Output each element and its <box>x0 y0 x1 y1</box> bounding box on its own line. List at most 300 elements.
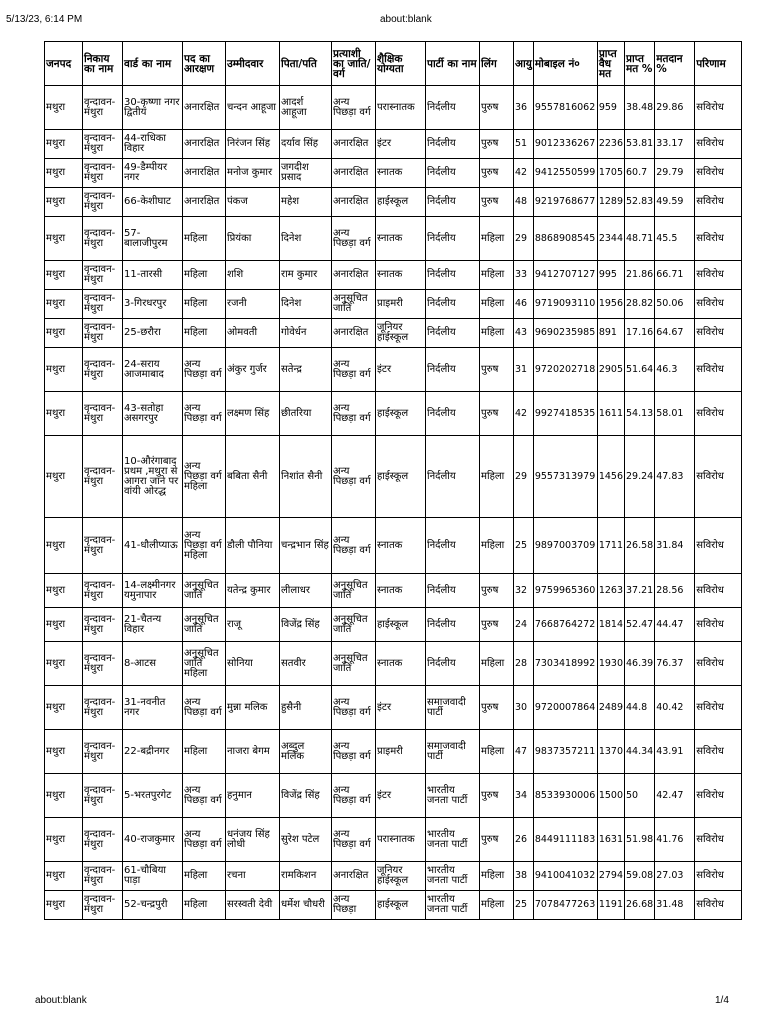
cell-father-husband: अब्दुल मलिक <box>280 730 332 774</box>
cell-age: 25 <box>514 518 534 574</box>
cell-ward-name: 24-सराय आजमाबाद <box>123 348 183 392</box>
cell-father-husband: विजेंद्र सिंह <box>280 774 332 818</box>
cell-father-husband: सतवीर <box>280 642 332 686</box>
cell-party: निर्दलीय <box>426 319 480 348</box>
cell-party: निर्दलीय <box>426 608 480 642</box>
cell-result: सविरोध <box>695 261 742 290</box>
cell-votes-pct: 59.08 <box>625 862 655 891</box>
cell-turnout-pct: 43.91 <box>655 730 695 774</box>
cell-age: 33 <box>514 261 534 290</box>
cell-body-name: वृन्दावन-मथुरा <box>83 290 123 319</box>
cell-result: सविरोध <box>695 642 742 686</box>
header-candidate: उम्मीदवार <box>226 42 280 86</box>
print-page-number: 1/4 <box>715 995 729 1006</box>
cell-candidate: यतेन्द्र कुमार <box>226 574 280 608</box>
cell-body-name: वृन्दावन-मथुरा <box>83 642 123 686</box>
cell-education: प्राइमरी <box>376 730 426 774</box>
cell-candidate: ओमवती <box>226 319 280 348</box>
cell-party: निर्दलीय <box>426 392 480 436</box>
cell-body-name: वृन्दावन-मथुरा <box>83 392 123 436</box>
cell-turnout-pct: 58.01 <box>655 392 695 436</box>
cell-body-name: वृन्दावन-मथुरा <box>83 818 123 862</box>
cell-valid-votes: 1289 <box>597 188 624 217</box>
cell-caste-category: अन्य पिछड़ा वर्ग <box>332 436 376 518</box>
cell-ward-name: 49-डैम्पीयर नगर <box>123 159 183 188</box>
header-age: आयु <box>514 42 534 86</box>
cell-gender: महिला <box>480 518 514 574</box>
cell-votes-pct: 38.48 <box>625 86 655 130</box>
cell-district: मथुरा <box>45 261 83 290</box>
cell-party: निर्दलीय <box>426 348 480 392</box>
cell-father-husband: राम कुमार <box>280 261 332 290</box>
cell-valid-votes: 2236 <box>597 130 624 159</box>
cell-age: 26 <box>514 818 534 862</box>
cell-party: निर्दलीय <box>426 159 480 188</box>
cell-gender: पुरुष <box>480 86 514 130</box>
table-row <box>45 290 742 319</box>
print-datetime: 5/13/23, 6:14 PM <box>6 14 83 25</box>
cell-result: सविरोध <box>695 392 742 436</box>
cell-father-husband: आदर्श आहूजा <box>280 86 332 130</box>
cell-district: मथुरा <box>45 730 83 774</box>
cell-body-name: वृन्दावन-मथुरा <box>83 319 123 348</box>
table-row <box>45 319 742 348</box>
cell-mobile: 9837357211 <box>533 730 597 774</box>
cell-caste-category: अन्य पिछड़ा वर्ग <box>332 818 376 862</box>
cell-age: 24 <box>514 608 534 642</box>
cell-votes-pct: 29.24 <box>625 436 655 518</box>
cell-votes-pct: 51.64 <box>625 348 655 392</box>
header-mobile: मोबाइल नं० <box>533 42 597 86</box>
table-row <box>45 608 742 642</box>
cell-body-name: वृन्दावन-मथुरा <box>83 188 123 217</box>
cell-age: 43 <box>514 319 534 348</box>
cell-candidate: रजनी <box>226 290 280 319</box>
cell-gender: पुरुष <box>480 392 514 436</box>
cell-valid-votes: 2794 <box>597 862 624 891</box>
cell-education: स्नातक <box>376 217 426 261</box>
cell-mobile: 9759965360 <box>533 574 597 608</box>
cell-age: 29 <box>514 436 534 518</box>
header-education: शैक्षिक योग्यता <box>376 42 426 86</box>
cell-reservation: अन्य पिछड़ा वर्ग महिला <box>183 518 226 574</box>
cell-votes-pct: 17.16 <box>625 319 655 348</box>
cell-ward-name: 14-लक्ष्मीनगर यमुनापार <box>123 574 183 608</box>
cell-reservation: अन्य पिछड़ा वर्ग <box>183 774 226 818</box>
cell-ward-name: 61-चौबिया पाड़ा <box>123 862 183 891</box>
cell-ward-name: 11-तारसी <box>123 261 183 290</box>
cell-result: सविरोध <box>695 130 742 159</box>
cell-valid-votes: 1930 <box>597 642 624 686</box>
cell-result: सविरोध <box>695 319 742 348</box>
cell-turnout-pct: 47.83 <box>655 436 695 518</box>
cell-body-name: वृन्दावन-मथुरा <box>83 436 123 518</box>
cell-body-name: वृन्दावन-मथुरा <box>83 130 123 159</box>
header-valid-votes: प्राप्त वैध मत <box>597 42 624 86</box>
cell-gender: महिला <box>480 891 514 920</box>
cell-caste-category: अनारक्षित <box>332 130 376 159</box>
cell-body-name: वृन्दावन-मथुरा <box>83 774 123 818</box>
cell-mobile: 9412707127 <box>533 261 597 290</box>
cell-district: मथुरा <box>45 188 83 217</box>
table-row <box>45 217 742 261</box>
cell-reservation: महिला <box>183 891 226 920</box>
cell-age: 46 <box>514 290 534 319</box>
cell-party: निर्दलीय <box>426 261 480 290</box>
cell-turnout-pct: 29.79 <box>655 159 695 188</box>
cell-father-husband: लीलाधर <box>280 574 332 608</box>
cell-caste-category: अन्य पिछड़ा वर्ग <box>332 348 376 392</box>
cell-age: 48 <box>514 188 534 217</box>
cell-education: परास्नातक <box>376 818 426 862</box>
cell-caste-category: अन्य पिछड़ा वर्ग <box>332 730 376 774</box>
cell-father-husband: छीतरिया <box>280 392 332 436</box>
cell-party: निर्दलीय <box>426 518 480 574</box>
cell-turnout-pct: 31.48 <box>655 891 695 920</box>
cell-turnout-pct: 50.06 <box>655 290 695 319</box>
cell-father-husband: विजेंद्र सिंह <box>280 608 332 642</box>
cell-votes-pct: 37.21 <box>625 574 655 608</box>
cell-valid-votes: 1956 <box>597 290 624 319</box>
cell-mobile: 8449111183 <box>533 818 597 862</box>
cell-gender: पुरुष <box>480 159 514 188</box>
cell-district: मथुरा <box>45 574 83 608</box>
cell-age: 36 <box>514 86 534 130</box>
print-footer-url: about:blank <box>35 995 87 1006</box>
cell-valid-votes: 1456 <box>597 436 624 518</box>
header-gender: लिंग <box>480 42 514 86</box>
cell-turnout-pct: 27.03 <box>655 862 695 891</box>
cell-turnout-pct: 49.59 <box>655 188 695 217</box>
cell-valid-votes: 995 <box>597 261 624 290</box>
table-row <box>45 642 742 686</box>
cell-district: मथुरा <box>45 159 83 188</box>
cell-caste-category: अन्य पिछड़ा वर्ग <box>332 86 376 130</box>
cell-caste-category: अन्य पिछड़ा वर्ग <box>332 217 376 261</box>
cell-valid-votes: 1611 <box>597 392 624 436</box>
cell-candidate: सरस्वती देवी <box>226 891 280 920</box>
cell-party: समाजवादी पार्टी <box>426 686 480 730</box>
cell-valid-votes: 2344 <box>597 217 624 261</box>
cell-candidate: चन्दन आहूजा <box>226 86 280 130</box>
cell-education: प्राइमरी <box>376 290 426 319</box>
cell-gender: महिला <box>480 862 514 891</box>
cell-caste-category: अन्य पिछड़ा <box>332 891 376 920</box>
cell-gender: पुरुष <box>480 774 514 818</box>
cell-mobile: 9410041032 <box>533 862 597 891</box>
cell-party: भारतीय जनता पार्टी <box>426 891 480 920</box>
cell-ward-name: 22-बद्रीनगर <box>123 730 183 774</box>
cell-turnout-pct: 66.71 <box>655 261 695 290</box>
print-page-title: about:blank <box>380 14 432 25</box>
cell-result: सविरोध <box>695 86 742 130</box>
table-row <box>45 686 742 730</box>
table-row <box>45 436 742 518</box>
cell-gender: पुरुष <box>480 188 514 217</box>
cell-body-name: वृन्दावन-मथुरा <box>83 891 123 920</box>
cell-father-husband: हुसैनी <box>280 686 332 730</box>
cell-result: सविरोध <box>695 818 742 862</box>
cell-candidate: रचना <box>226 862 280 891</box>
cell-caste-category: अन्य पिछड़ा वर्ग <box>332 774 376 818</box>
cell-reservation: अन्य पिछड़ा वर्ग महिला <box>183 436 226 518</box>
cell-gender: पुरुष <box>480 574 514 608</box>
cell-district: मथुरा <box>45 436 83 518</box>
cell-age: 25 <box>514 891 534 920</box>
cell-body-name: वृन्दावन-मथुरा <box>83 574 123 608</box>
cell-district: मथुरा <box>45 86 83 130</box>
cell-votes-pct: 51.98 <box>625 818 655 862</box>
results-table <box>44 41 742 920</box>
header-reservation: पद का आरक्षण <box>183 42 226 86</box>
table-row <box>45 188 742 217</box>
table-row <box>45 130 742 159</box>
cell-body-name: वृन्दावन-मथुरा <box>83 86 123 130</box>
cell-ward-name: 25-छरौरा <box>123 319 183 348</box>
cell-mobile: 9719093110 <box>533 290 597 319</box>
cell-turnout-pct: 76.37 <box>655 642 695 686</box>
cell-ward-name: 41-धौलीप्याऊ <box>123 518 183 574</box>
cell-education: जूनियर हाईस्कूल <box>376 862 426 891</box>
cell-gender: महिला <box>480 319 514 348</box>
cell-result: सविरोध <box>695 686 742 730</box>
cell-party: भारतीय जनता पार्टी <box>426 774 480 818</box>
cell-turnout-pct: 44.47 <box>655 608 695 642</box>
cell-education: स्नातक <box>376 159 426 188</box>
cell-result: सविरोध <box>695 574 742 608</box>
cell-father-husband: महेश <box>280 188 332 217</box>
cell-age: 32 <box>514 574 534 608</box>
cell-valid-votes: 1705 <box>597 159 624 188</box>
cell-age: 42 <box>514 392 534 436</box>
cell-valid-votes: 1711 <box>597 518 624 574</box>
cell-votes-pct: 28.82 <box>625 290 655 319</box>
table-body <box>45 86 742 920</box>
cell-votes-pct: 52.47 <box>625 608 655 642</box>
cell-district: मथुरा <box>45 290 83 319</box>
cell-caste-category: अन्य पिछड़ा वर्ग <box>332 518 376 574</box>
cell-candidate: प्रियंका <box>226 217 280 261</box>
cell-turnout-pct: 29.86 <box>655 86 695 130</box>
cell-candidate: हनुमान <box>226 774 280 818</box>
cell-mobile: 9897003709 <box>533 518 597 574</box>
table-row <box>45 518 742 574</box>
cell-ward-name: 8-आटस <box>123 642 183 686</box>
cell-mobile: 9720007864 <box>533 686 597 730</box>
cell-mobile: 7078477263 <box>533 891 597 920</box>
table-row <box>45 159 742 188</box>
cell-turnout-pct: 33.17 <box>655 130 695 159</box>
cell-education: स्नातक <box>376 642 426 686</box>
cell-ward-name: 66-केशीघाट <box>123 188 183 217</box>
cell-district: मथुरा <box>45 392 83 436</box>
cell-father-husband: धर्मेश चौधरी <box>280 891 332 920</box>
cell-turnout-pct: 40.42 <box>655 686 695 730</box>
cell-caste-category: अनारक्षित <box>332 862 376 891</box>
cell-reservation: अनारक्षित <box>183 188 226 217</box>
cell-age: 38 <box>514 862 534 891</box>
header-district: जनपद <box>45 42 83 86</box>
cell-district: मथुरा <box>45 818 83 862</box>
cell-reservation: अनारक्षित <box>183 159 226 188</box>
cell-reservation: अनुसूचित जाति <box>183 608 226 642</box>
cell-caste-category: अन्य पिछड़ा वर्ग <box>332 686 376 730</box>
cell-caste-category: अनुसूचित जाति <box>332 574 376 608</box>
cell-candidate: धनंजय सिंह लोधी <box>226 818 280 862</box>
cell-gender: महिला <box>480 261 514 290</box>
cell-party: निर्दलीय <box>426 290 480 319</box>
cell-gender: पुरुष <box>480 348 514 392</box>
cell-caste-category: अनारक्षित <box>332 261 376 290</box>
table-row <box>45 86 742 130</box>
cell-caste-category: अनुसूचित जाति <box>332 608 376 642</box>
cell-valid-votes: 891 <box>597 319 624 348</box>
cell-valid-votes: 2489 <box>597 686 624 730</box>
table-row <box>45 730 742 774</box>
header-body-name: निकाय का नाम <box>83 42 123 86</box>
cell-reservation: अन्य पिछड़ा वर्ग <box>183 392 226 436</box>
cell-education: परास्नातक <box>376 86 426 130</box>
cell-valid-votes: 959 <box>597 86 624 130</box>
cell-candidate: मुन्ना मलिक <box>226 686 280 730</box>
cell-caste-category: अनारक्षित <box>332 319 376 348</box>
cell-candidate: बबिता सैनी <box>226 436 280 518</box>
table-row <box>45 261 742 290</box>
cell-turnout-pct: 42.47 <box>655 774 695 818</box>
cell-valid-votes: 1814 <box>597 608 624 642</box>
cell-valid-votes: 1370 <box>597 730 624 774</box>
cell-result: सविरोध <box>695 862 742 891</box>
table-row <box>45 862 742 891</box>
cell-valid-votes: 1263 <box>597 574 624 608</box>
cell-mobile: 9690235985 <box>533 319 597 348</box>
cell-turnout-pct: 46.3 <box>655 348 695 392</box>
cell-gender: महिला <box>480 730 514 774</box>
cell-education: हाईस्कूल <box>376 436 426 518</box>
cell-ward-name: 3-गिरधरपुर <box>123 290 183 319</box>
cell-age: 51 <box>514 130 534 159</box>
cell-mobile: 9557313979 <box>533 436 597 518</box>
cell-ward-name: 43-सतोहा असगरपुर <box>123 392 183 436</box>
cell-result: सविरोध <box>695 188 742 217</box>
cell-education: हाईस्कूल <box>376 392 426 436</box>
cell-education: स्नातक <box>376 261 426 290</box>
cell-votes-pct: 26.58 <box>625 518 655 574</box>
table-row <box>45 574 742 608</box>
cell-result: सविरोध <box>695 774 742 818</box>
cell-party: निर्दलीय <box>426 574 480 608</box>
cell-votes-pct: 52.83 <box>625 188 655 217</box>
cell-education: जूनियर हाईस्कूल <box>376 319 426 348</box>
cell-result: सविरोध <box>695 159 742 188</box>
cell-body-name: वृन्दावन-मथुरा <box>83 686 123 730</box>
cell-reservation: महिला <box>183 217 226 261</box>
cell-body-name: वृन्दावन-मथुरा <box>83 730 123 774</box>
cell-mobile: 9557816062 <box>533 86 597 130</box>
cell-education: स्नातक <box>376 518 426 574</box>
cell-gender: महिला <box>480 290 514 319</box>
cell-body-name: वृन्दावन-मथुरा <box>83 159 123 188</box>
cell-body-name: वृन्दावन-मथुरा <box>83 608 123 642</box>
cell-reservation: अनुसूचित जाति <box>183 574 226 608</box>
cell-reservation: महिला <box>183 290 226 319</box>
cell-party: भारतीय जनता पार्टी <box>426 818 480 862</box>
table-row <box>45 774 742 818</box>
cell-reservation: अन्य पिछड़ा वर्ग <box>183 818 226 862</box>
cell-body-name: वृन्दावन-मथुरा <box>83 348 123 392</box>
cell-candidate: डौली पौनिया <box>226 518 280 574</box>
cell-reservation: अनारक्षित <box>183 130 226 159</box>
table-row <box>45 348 742 392</box>
cell-ward-name: 57-बालाजीपुरम <box>123 217 183 261</box>
cell-result: सविरोध <box>695 348 742 392</box>
cell-education: इंटर <box>376 348 426 392</box>
cell-education: इंटर <box>376 686 426 730</box>
cell-candidate: शशि <box>226 261 280 290</box>
cell-valid-votes: 1500 <box>597 774 624 818</box>
cell-candidate: नाजरा बेगम <box>226 730 280 774</box>
cell-candidate: अंकुर गुर्जर <box>226 348 280 392</box>
cell-ward-name: 52-चन्द्रपुरी <box>123 891 183 920</box>
cell-candidate: सोनिया <box>226 642 280 686</box>
cell-party: निर्दलीय <box>426 130 480 159</box>
cell-gender: महिला <box>480 642 514 686</box>
cell-ward-name: 5-भरतपुरगेट <box>123 774 183 818</box>
cell-votes-pct: 44.34 <box>625 730 655 774</box>
cell-caste-category: अनुसूचित जाति <box>332 642 376 686</box>
cell-mobile: 9927418535 <box>533 392 597 436</box>
cell-age: 30 <box>514 686 534 730</box>
cell-father-husband: सतेन्द्र <box>280 348 332 392</box>
cell-party: निर्दलीय <box>426 642 480 686</box>
header-votes-pct: प्राप्त मत % <box>625 42 655 86</box>
cell-party: निर्दलीय <box>426 217 480 261</box>
cell-district: मथुरा <box>45 642 83 686</box>
cell-age: 34 <box>514 774 534 818</box>
cell-votes-pct: 50 <box>625 774 655 818</box>
cell-valid-votes: 1191 <box>597 891 624 920</box>
cell-ward-name: 44-राधिका विहार <box>123 130 183 159</box>
cell-reservation: अन्य पिछड़ा वर्ग <box>183 686 226 730</box>
cell-votes-pct: 54.13 <box>625 392 655 436</box>
cell-caste-category: अन्य पिछड़ा वर्ग <box>332 392 376 436</box>
cell-father-husband: निशांत सैनी <box>280 436 332 518</box>
cell-party: निर्दलीय <box>426 436 480 518</box>
table-row <box>45 891 742 920</box>
cell-turnout-pct: 64.67 <box>655 319 695 348</box>
cell-mobile: 7303418992 <box>533 642 597 686</box>
cell-turnout-pct: 45.5 <box>655 217 695 261</box>
header-father-husband: पिता/पति <box>280 42 332 86</box>
cell-votes-pct: 21.86 <box>625 261 655 290</box>
cell-age: 47 <box>514 730 534 774</box>
header-turnout-pct: मतदान % <box>655 42 695 86</box>
cell-candidate: निरंजन सिंह <box>226 130 280 159</box>
cell-father-husband: सुरेश पटेल <box>280 818 332 862</box>
cell-district: मथुरा <box>45 891 83 920</box>
cell-reservation: अन्य पिछड़ा वर्ग <box>183 348 226 392</box>
cell-caste-category: अनारक्षित <box>332 188 376 217</box>
cell-mobile: 7668764272 <box>533 608 597 642</box>
cell-result: सविरोध <box>695 730 742 774</box>
cell-result: सविरोध <box>695 217 742 261</box>
cell-reservation: अनुसूचित जाति महिला <box>183 642 226 686</box>
cell-gender: पुरुष <box>480 130 514 159</box>
cell-gender: महिला <box>480 436 514 518</box>
cell-votes-pct: 53.81 <box>625 130 655 159</box>
cell-district: मथुरा <box>45 518 83 574</box>
cell-result: सविरोध <box>695 518 742 574</box>
